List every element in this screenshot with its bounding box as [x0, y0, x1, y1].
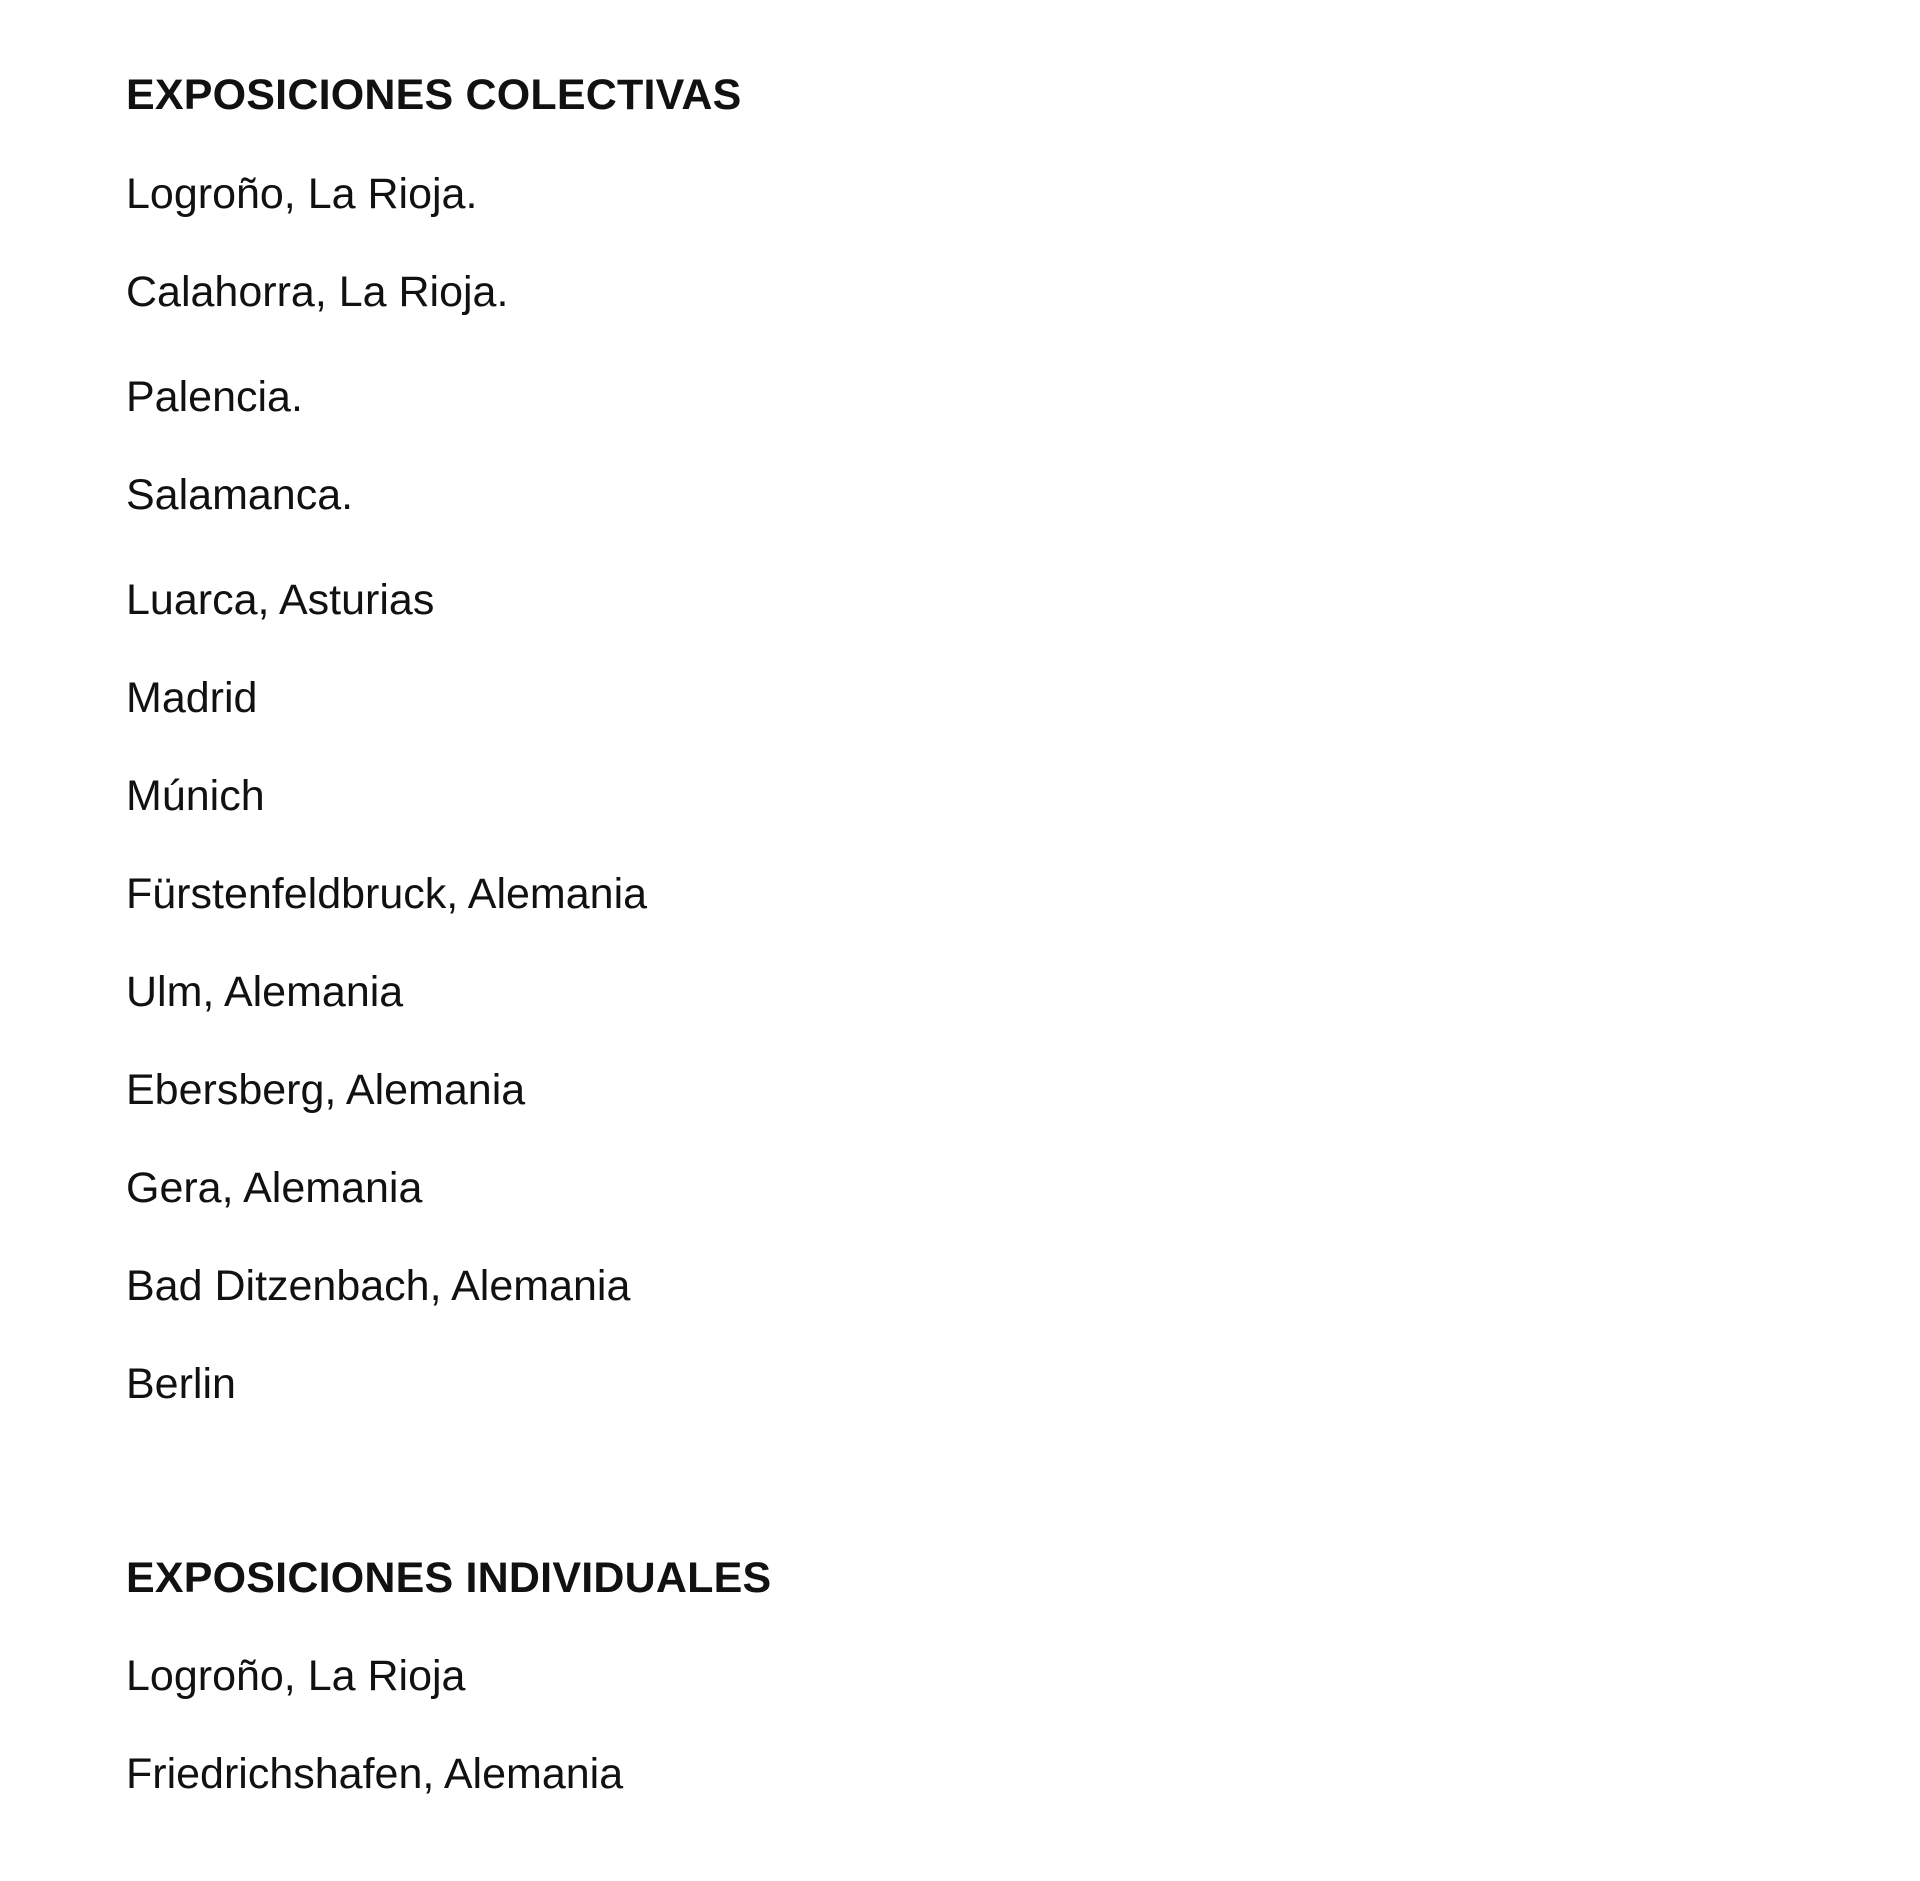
list-item: Berlin	[126, 1360, 236, 1408]
list-item: Logroño, La Rioja	[126, 1652, 466, 1700]
section-title-colectivas: EXPOSICIONES COLECTIVAS	[126, 71, 742, 119]
list-item: Luarca, Asturias	[126, 576, 435, 624]
list-item: Bad Ditzenbach, Alemania	[126, 1262, 631, 1310]
list-item: Logroño, La Rioja.	[126, 170, 478, 218]
list-item: Ebersberg, Alemania	[126, 1066, 526, 1114]
section-title-individuales: EXPOSICIONES INDIVIDUALES	[126, 1554, 772, 1602]
list-item: Calahorra, La Rioja.	[126, 268, 509, 316]
list-item: Ulm, Alemania	[126, 968, 404, 1016]
list-item: Gera, Alemania	[126, 1164, 423, 1212]
list-item: Salamanca.	[126, 471, 354, 519]
list-item: Madrid	[126, 674, 258, 722]
list-item: Fürstenfeldbruck, Alemania	[126, 870, 648, 918]
list-item: Friedrichshafen, Alemania	[126, 1750, 624, 1798]
list-item: Palencia.	[126, 373, 303, 421]
list-item: Múnich	[126, 772, 265, 820]
